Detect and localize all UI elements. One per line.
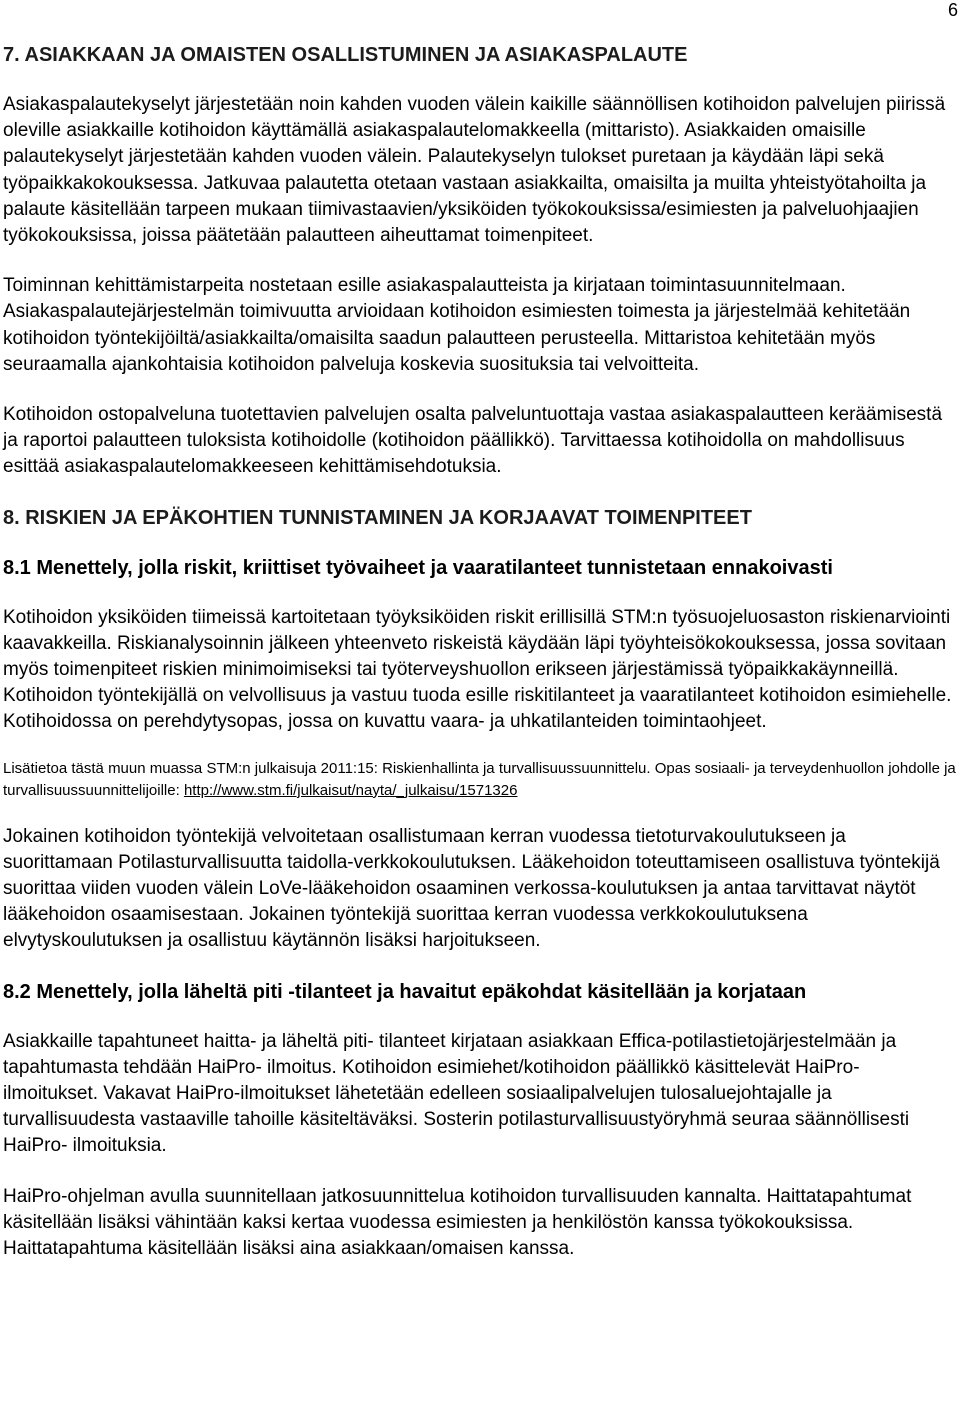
section-7-heading: 7. ASIAKKAAN JA OMAISTEN OSALLISTUMINEN JA ASIAKASPALAUTE	[3, 44, 688, 66]
section-8-2-paragraph-1: Asiakkaille tapahtuneet haitta- ja läheltä piti- tilanteet kirjataan asiakkaan Effica-potilastietojärjestelmään ja tapahtumasta tehdään HaiPro- ilmoitus. Kotihoidon esimiehet/kotihoidon päällikkö käsittelevät HaiPro- ilmoitukset. Vakavat HaiPro-ilmoitukset lähetetään edelleen sosiaalipalvelujen tulosaluejohtajalle ja turvallisuudesta vastaaville tahoille käsiteltäväksi. Sosterin potilasturvallisuustyöryhmä seuraa säännöllisesti HaiPro- ilmoituksia.	[3, 1030, 910, 1157]
section-7-paragraph-3: Kotihoidon ostopalveluna tuotettavien palvelujen osalta palveluntuottaja vastaa asiakaspalautteen keräämisestä ja raportoi palautteen tuloksista kotihoidolle (kotihoidon päällikkö). Tarvittaessa kotihoidolla on mahdollisuus esittää asiakaspalautelomakkeeseen kehittämisehdotuksia.	[3, 404, 943, 478]
stm-publication-link[interactable]: http://www.stm.fi/julkaisut/nayta/_julkaisu/1571326	[183, 781, 518, 799]
section-8-heading: 8. RISKIEN JA EPÄKOHTIEN TUNNISTAMINEN JA KORJAAVAT TOIMENPITEET	[3, 506, 752, 529]
section-7-paragraph-1: Asiakaspalautekyselyt järjestetään noin kahden vuoden välein kaikille säännöllisen kotihoidon palvelujen piirissä oleville asiakkaille kotihoidon käyttämällä asiakaspalautelomakkeella (mittaristo). Asiakkaiden omaisille palautekyselyt järjestetään kahden vuoden välein. Palautekyselyn tulokset puretaan ja käydään läpi sekä työpaikkakokouksessa. Jatkuvaa palautetta otetaan vastaan asiakkailta, omaisilta ja muilta yhteistyötahoilta ja palaute käsitellään tarpeen mukaan tiimivastaavien/yksiköiden työkokouksissa/esimiesten ja palveluohjaajien työkokouksissa, joissa päätetään palautteen aiheuttamat toimenpiteet.	[3, 94, 946, 247]
info-note-text: Lisätietoa tästä muun muassa STM:n julkaisuja 2011:15: Riskienhallinta ja turvallisuussuunnittelu. Opas sosiaali- ja terveydenhuollon johdolle ja turvallisuussuunnittelijoille:	[3, 759, 956, 799]
section-8-1-heading: 8.1 Menettely, jolla riskit, kriittiset työvaiheet ja vaaratilanteet tunnistetaan ennakoivasti	[3, 556, 833, 579]
section-8-1-paragraph-2: Jokainen kotihoidon työntekijä velvoitetaan osallistumaan kerran vuodessa tietoturvakoulutukseen ja suorittamaan Potilasturvallisuutta taidolla-verkkokoulutuksen. Lääkehoidon toteuttamiseen osallistuva työntekijä suorittaa viiden vuoden välein LoVe-lääkehoidon osaaminen verkossa-koulutuksen ja antaa tarvittavat näytöt lääkehoidon osaamisestaan. Jokainen työntekijä suorittaa kerran vuodessa verkkokoulutuksena elvytyskoulutuksen ja osallistuu käytännön lisäksi harjoitukseen.	[3, 825, 940, 952]
info-note	[3, 758, 958, 802]
page-number: 6	[947, 0, 958, 20]
section-8-1-paragraph-1: Kotihoidon yksiköiden tiimeissä kartoitetaan työyksiköiden riskit erillisillä STM:n työsuojeluosaston riskienarviointi kaavakkeilla. Riskianalysoinnin jälkeen yhteenveto riskeistä käydään läpi työyhteisökokouksessa, jossa sovitaan myös toimenpiteet riskien minimoimiseksi tai työterveyshuollon erikseen järjestämissä työpaikkakäynneillä. Kotihoidon työntekijällä on velvollisuus ja vastuu tuoda esille riskitilanteet ja vaaratilanteet kotihoidon esimiehelle. Kotihoidossa on perehdytysopas, jossa on kuvattu vaara- ja uhkatilanteiden toimintaohjeet.	[3, 606, 952, 733]
section-8-2-paragraph-2: HaiPro-ohjelman avulla suunnitellaan jatkosuunnittelua kotihoidon turvallisuuden kannalta. Haittatapahtumat käsitellään lisäksi vähintään kaksi kertaa vuodessa esimiesten ja henkilöstön kanssa työkokouksissa. Haittatapahtuma käsitellään lisäksi aina asiakkaan/omaisen kanssa.	[3, 1185, 912, 1260]
section-8-2-heading: 8.2 Menettely, jolla läheltä piti -tilanteet ja havaitut epäkohdat käsitellään ja korjataan	[3, 980, 807, 1003]
document-body	[3, 42, 958, 1262]
section-7-paragraph-2: Toiminnan kehittämistarpeita nostetaan esille asiakaspalautteista ja kirjataan toimintasuunnitelmaan. Asiakaspalautejärjestelmän toimivuutta arvioidaan kotihoidon esimiesten toimesta ja järjestelmää kehitetään kotihoidon työntekijöiltä/asiakkailta/omaisilta saadun palautteen perusteella. Mittaristoa kehitetään myös seuraamalla ajankohtaisia kotihoidon palveluja koskevia suosituksia tai velvoitteita.	[3, 275, 911, 375]
